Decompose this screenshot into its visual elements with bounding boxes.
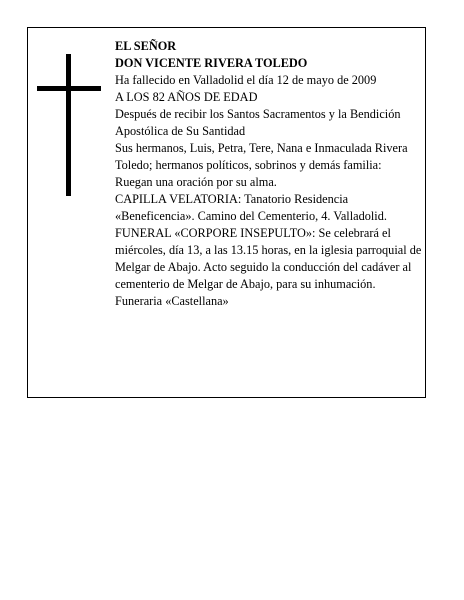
family-paragraph: Sus hermanos, Luis, Petra, Tere, Nana e Inmaculada Rivera Toledo; hermanos políticos, sobrinos y demás familia: xyxy=(115,141,408,172)
cross-vertical-bar xyxy=(66,54,71,196)
obituary-text xyxy=(115,38,425,310)
obituary-title: EL SEÑOR xyxy=(115,39,177,53)
age-line: A LOS 82 AÑOS DE EDAD xyxy=(115,90,258,104)
sacraments-paragraph: Después de recibir los Santos Sacramentos y la Bendición Apostólica de Su Santidad xyxy=(115,107,401,138)
chapel-paragraph: CAPILLA VELATORIA: Tanatorio Residencia «Beneficencia». Camino del Cementerio, 4. Valladolid. xyxy=(115,192,387,223)
funeral-home: Funeraria «Castellana» xyxy=(115,294,229,308)
prayer-request: Ruegan una oración por su alma. xyxy=(115,175,277,189)
death-date-line: Ha fallecido en Valladolid el día 12 de mayo de 2009 xyxy=(115,73,377,87)
funeral-paragraph: FUNERAL «CORPORE INSEPULTO»: Se celebrará el miércoles, día 13, a las 13.15 horas, en la iglesia parroquial de Melgar de Abajo. Acto seguido la conducción del cadáver al cementerio de Melgar de Abajo, para su inhumación. xyxy=(115,226,422,291)
latin-cross-icon xyxy=(37,54,101,196)
deceased-name: DON VICENTE RIVERA TOLEDO xyxy=(115,56,308,70)
cross-horizontal-bar xyxy=(37,86,101,91)
